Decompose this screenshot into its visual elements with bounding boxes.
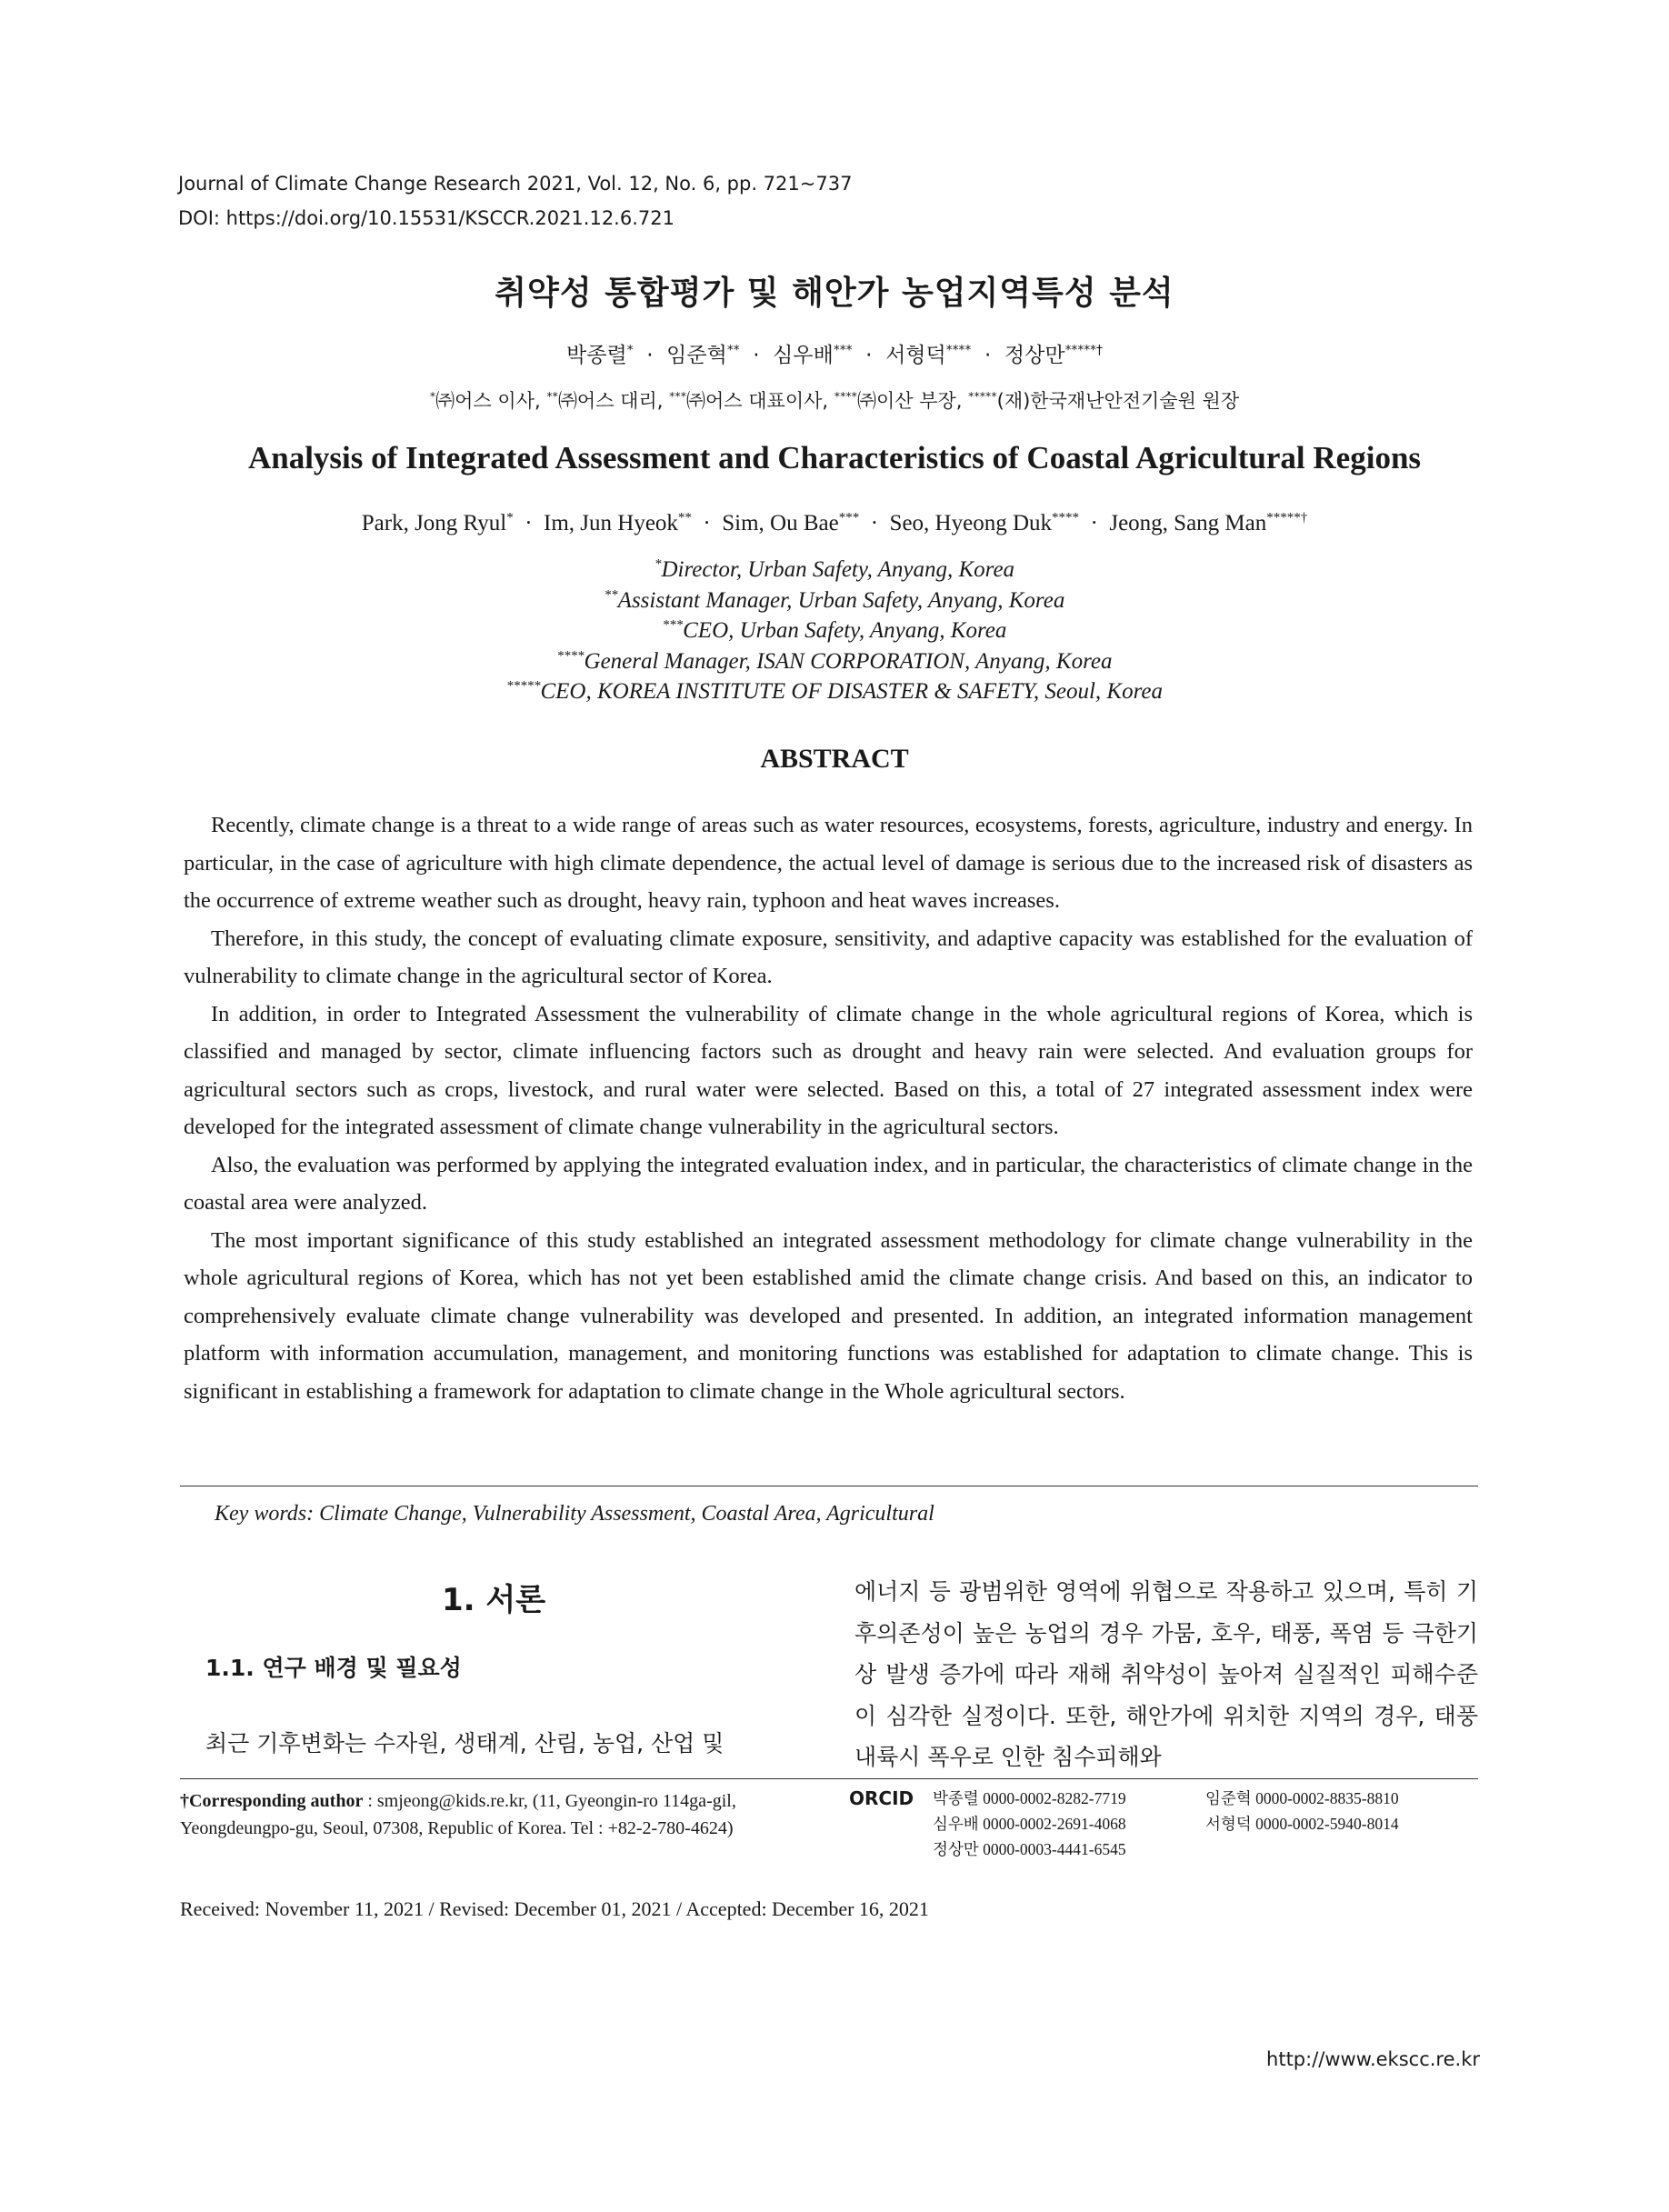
affiliation-text: CEO, KOREA INSTITUTE OF DISASTER & SAFETY, Seoul, Korea (540, 679, 1163, 704)
affiliations-korean (0, 386, 1669, 414)
author-separator: · (633, 344, 667, 367)
title-korean: 취약성 통합평가 및 해안가 농업지역특성 분석 (495, 275, 1174, 312)
affiliation-mark: ***** (968, 389, 997, 403)
corresponding-author-note (180, 1787, 834, 1842)
author-separator: · (1079, 511, 1110, 535)
affiliation-text: General Manager, ISAN CORPORATION, Anyang, Korea (584, 648, 1113, 674)
author-name: 임준혁** (666, 343, 740, 367)
author-name: Sim, Ou Bae*** (722, 510, 860, 535)
orcid-name: 심우배 (933, 1815, 979, 1833)
orcid-entry (1205, 1811, 1399, 1837)
orcid-name: 서형덕 (1205, 1815, 1252, 1833)
affiliation-line (0, 616, 1669, 646)
author-name: 심우배*** (773, 343, 853, 367)
author-mark: **** (945, 343, 972, 358)
author-separator: · (852, 344, 886, 367)
affiliation-item (546, 390, 663, 412)
abstract-paragraph: Therefore, in this study, the concept of evaluating climate exposure, sensitivity, and adaptive capacity was established for the evaluation of vulnerability to climate change in the agricultural sector of Korea. (184, 926, 1473, 988)
journal-citation: Journal of Climate Change Research 2021, Vol. 12, No. 6, pp. 721~737 (178, 173, 853, 195)
author-separator: · (739, 344, 774, 367)
author-name: 정상만*****† (1004, 343, 1103, 367)
author-mark: * (626, 343, 634, 358)
affiliation-text: ㈜어스 이사, (435, 390, 541, 412)
affiliation-mark: * (654, 556, 662, 572)
affiliation-text: CEO, Urban Safety, Anyang, Korea (683, 618, 1007, 643)
affiliation-mark: ** (546, 389, 558, 403)
author-mark: *** (833, 343, 853, 358)
affiliation-mark: ***** (505, 678, 541, 694)
author-mark: *****† (1064, 343, 1103, 358)
affiliation-item (430, 390, 541, 412)
affiliation-text: ㈜어스 대리, (557, 390, 664, 412)
affiliation-line (0, 555, 1669, 586)
author-separator: · (513, 511, 545, 535)
author-separator: · (691, 511, 723, 535)
affiliation-text: Director, Urban Safety, Anyang, Korea (661, 557, 1015, 582)
corresponding-author-label: †Corresponding author (180, 1791, 364, 1811)
body-column-left (178, 1575, 809, 1764)
abstract-paragraph: The most important significance of this study established an integrated assessment methodology for climate change vulnerability in the whole agricultural regions of Korea, which has not yet been established amid the climate change crisis. And based on this, an indicator to comprehensively evaluate climate change vulnerability was developed and presented. In addition, an integrated information management platform with information accumulation, management, and monitoring functions was established for adaptation to climate change. This is significant in establishing a framework for adaptation to climate change in the Whole agricultural sectors. (184, 1227, 1473, 1404)
affiliation-mark: *** (669, 389, 687, 403)
orcid-id[interactable]: 0000-0003-4441-6545 (983, 1840, 1126, 1858)
affiliation-mark: **** (556, 648, 585, 664)
abstract-paragraph: In addition, in order to Integrated Assessment the vulnerability of climate change in the whole agricultural regions of Korea, which is classified and managed by sector, climate influencing factors such as drought and heavy rain were selected. And evaluation groups for agricultural sectors such as crops, livestock, and rural water were selected. Based on this, a total of 27 integrated assessment index were developed for the integrated assessment of climate change vulnerability in the agricultural sectors. (184, 1001, 1473, 1139)
abstract-heading: ABSTRACT (760, 744, 909, 774)
body-paragraph: 최근 기후변화는 수자원, 생태계, 산림, 농업, 산업 및 (205, 1730, 725, 1757)
orcid-name: 임준혁 (1205, 1789, 1252, 1807)
affiliation-text: ㈜어스 대표이사, (686, 390, 829, 412)
affiliation-item (968, 390, 1239, 412)
footnote-divider (180, 1778, 1478, 1779)
orcid-entry (933, 1811, 1126, 1837)
author-name: Park, Jong Ryul* (361, 510, 514, 535)
footer-url[interactable]: http://www.ekscc.re.kr (1266, 2048, 1480, 2070)
orcid-entry (933, 1837, 1126, 1862)
keywords: Key words: Climate Change, Vulnerability Assessment, Coastal Area, Agricultural (215, 1502, 934, 1526)
doi-line[interactable]: DOI: https://doi.org/10.15531/KSCCR.2021.12.6.721 (178, 207, 675, 229)
affiliations-english (0, 555, 1669, 707)
author-mark: ** (677, 510, 692, 525)
affiliation-line (0, 586, 1669, 616)
authors-english (0, 511, 1669, 536)
orcid-label: ORCID (849, 1787, 914, 1809)
orcid-name: 박종렬 (933, 1789, 979, 1807)
affiliation-text: ㈜이산 부장, (856, 390, 963, 412)
author-name: Seo, Hyeong Duk**** (889, 510, 1080, 535)
orcid-id[interactable]: 0000-0002-8835-8810 (1255, 1789, 1399, 1807)
affiliation-line (0, 676, 1669, 707)
author-name: 서형덕**** (885, 343, 972, 367)
abstract-paragraph: Recently, climate change is a threat to a wide range of areas such as water resources, ecosystems, forests, agriculture, industry and energy. In particular, in the case of agriculture with high climate dependence, the actual level of damage is serious due to the increased risk of disasters as the occurrence of extreme weather such as drought, heavy rain, typhoon and heat waves increases. (184, 813, 1473, 913)
author-name: 박종렬* (566, 343, 634, 367)
corresponding-author-text: : smjeong@kids.re.kr, (11, Gyeongin-ro 114ga-gil, Yeongdeungpo-gu, Seoul, 07308, Republic of Korea. Tel : +82-2-780-4624) (180, 1791, 736, 1838)
author-separator: · (859, 511, 890, 535)
author-mark: *****† (1266, 510, 1308, 525)
author-name: Jeong, Sang Man*****† (1109, 510, 1308, 535)
abstract-body (184, 806, 1473, 1410)
section-heading: 1. 서론 (441, 1582, 546, 1618)
orcid-id[interactable]: 0000-0002-2691-4068 (983, 1815, 1126, 1833)
subsection-heading: 1.1. 연구 배경 및 필요성 (205, 1655, 462, 1681)
received-dates: Received: November 11, 2021 / Revised: December 01, 2021 / Accepted: December 16, 2021 (180, 1897, 929, 1920)
authors-korean (0, 338, 1669, 368)
abstract-paragraph: Also, the evaluation was performed by applying the integrated evaluation index, and in particular, the characteristics of climate change in the coastal area were analyzed. (184, 1152, 1473, 1215)
affiliation-item (669, 390, 828, 412)
affiliation-text: Assistant Manager, Urban Safety, Anyang, Korea (617, 587, 1065, 613)
affiliation-mark: **** (834, 389, 857, 403)
orcid-name: 정상만 (933, 1840, 979, 1858)
affiliation-item (834, 390, 963, 412)
author-name: Im, Jun Hyeok** (544, 510, 692, 535)
affiliation-mark: * (429, 389, 436, 403)
orcid-id[interactable]: 0000-0002-5940-8014 (1255, 1815, 1399, 1833)
author-mark: *** (838, 510, 860, 525)
author-mark: * (506, 510, 514, 525)
author-separator: · (971, 344, 1004, 367)
orcid-entry (1205, 1786, 1399, 1811)
orcid-id[interactable]: 0000-0002-8282-7719 (983, 1789, 1126, 1807)
author-mark: ** (726, 343, 740, 358)
title-english: Analysis of Integrated Assessment and Characteristics of Coastal Agricultural Regions (247, 440, 1422, 475)
author-mark: **** (1052, 510, 1080, 525)
affiliation-mark: *** (662, 617, 684, 633)
affiliation-text: (재)한국재난안전기술원 원장 (996, 390, 1240, 412)
affiliation-mark: ** (604, 587, 618, 603)
affiliation-line (0, 646, 1669, 677)
body-column-right: 에너지 등 광범위한 영역에 위협으로 작용하고 있으며, 특히 기후의존성이 높은 농업의 경우 가뭄, 호우, 태풍, 폭염 등 극한기상 발생 증가에 따라 재해 취약성이 높아져 실질적인 피해수준이 심각한 실정이다. 또한, 해안가에 위치한 지역의 경우, 태풍 내륙시 폭우로 인한 침수피해와 (854, 1578, 1478, 1770)
orcid-entry (933, 1786, 1126, 1811)
